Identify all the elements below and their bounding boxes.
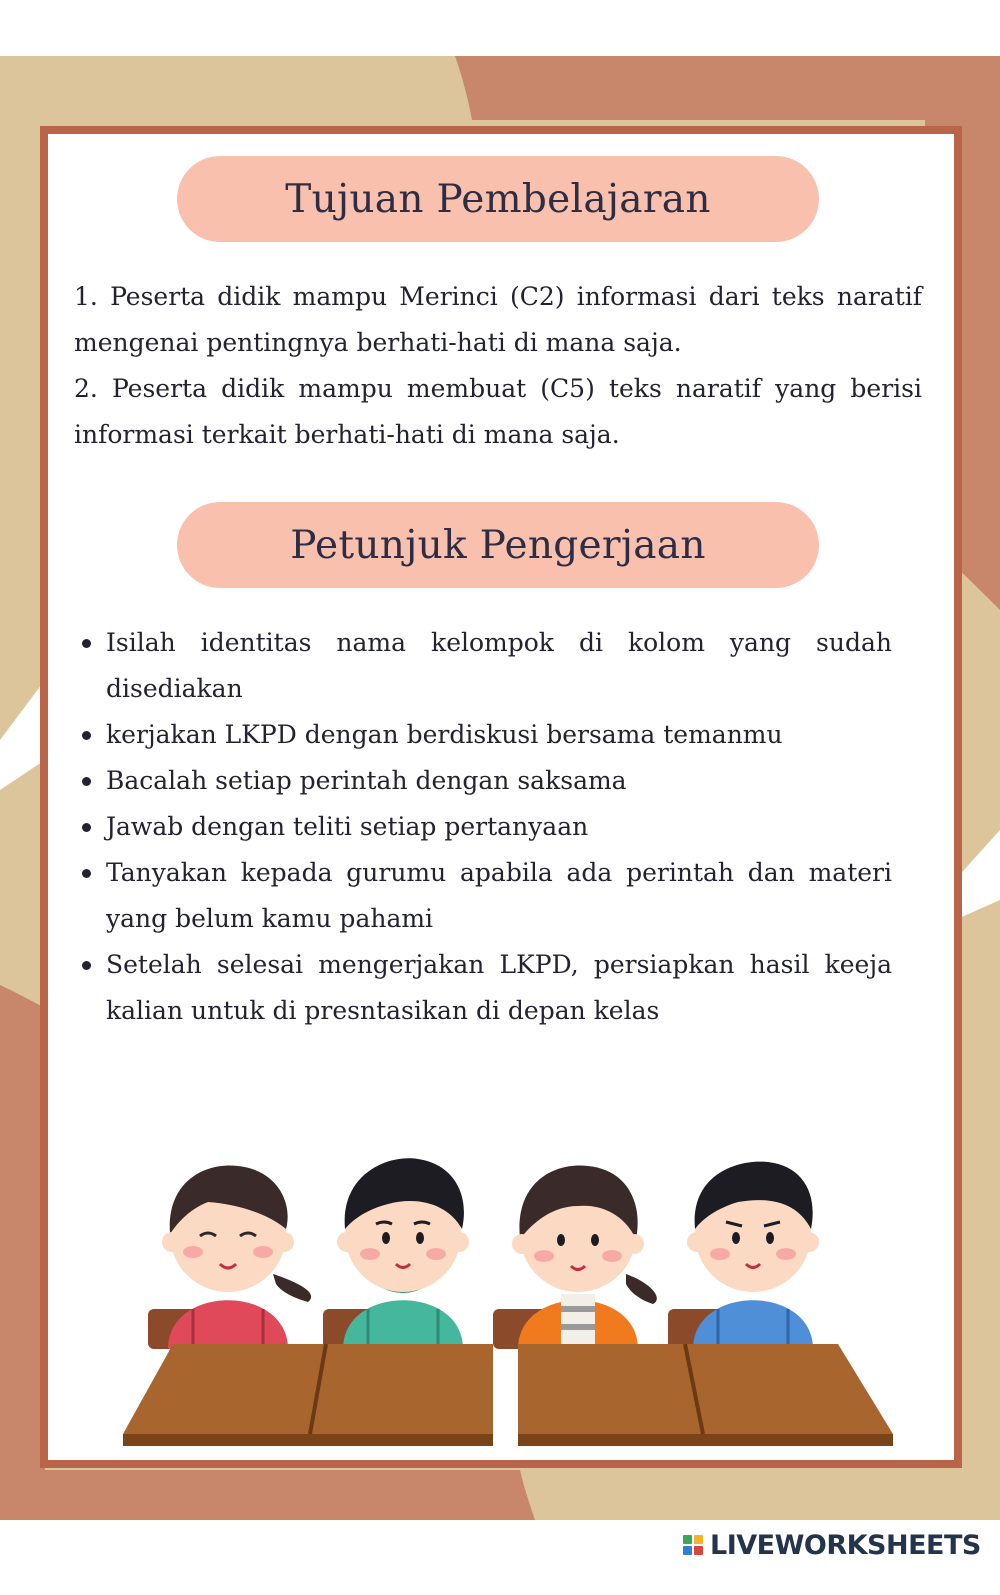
student-girl-red bbox=[162, 1165, 311, 1349]
instruction-item bbox=[76, 620, 892, 712]
bullet-icon bbox=[82, 731, 91, 740]
objective-item: 2. Peserta didik mampu membuat (C5) teks naratif yang berisi informasi terkait berhati-hati di mana saja. bbox=[74, 374, 922, 449]
liveworksheets-logo[interactable] bbox=[683, 1527, 981, 1563]
instruction-text: Bacalah setiap perintah dengan saksama bbox=[106, 766, 627, 795]
bullet-icon bbox=[82, 823, 91, 832]
instruction-item bbox=[76, 850, 892, 942]
instruction-item bbox=[76, 712, 892, 758]
student-boy-green bbox=[337, 1158, 469, 1349]
instructions-heading bbox=[177, 502, 819, 588]
objectives-heading-text: Tujuan Pembelajaran bbox=[285, 176, 711, 222]
instruction-item bbox=[76, 758, 892, 804]
content-card bbox=[40, 126, 962, 1468]
bullet-icon bbox=[82, 639, 91, 648]
objective-item: 1. Peserta didik mampu Merinci (C2) informasi dari teks naratif mengenai pentingnya berhati-hati di mana saja. bbox=[74, 282, 922, 357]
objectives-heading bbox=[177, 156, 819, 242]
students-at-desks-icon bbox=[78, 1134, 898, 1454]
desk-left bbox=[123, 1344, 493, 1446]
desk-right bbox=[518, 1344, 893, 1446]
instruction-text: Setelah selesai mengerjakan LKPD, persiapkan hasil keeja kalian untuk di presntasikan di depan kelas bbox=[106, 950, 892, 1025]
student-girl-orange bbox=[512, 1165, 657, 1349]
liveworksheets-logo-icon bbox=[683, 1535, 703, 1555]
liveworksheets-logo-text: LIVEWORKSHEETS bbox=[710, 1529, 981, 1561]
instructions-heading-text: Petunjuk Pengerjaan bbox=[290, 522, 706, 568]
instruction-item bbox=[76, 804, 892, 850]
instruction-text: Tanyakan kepada gurumu apabila ada perintah dan materi yang belum kamu pahami bbox=[106, 858, 892, 933]
objectives-list bbox=[74, 274, 922, 458]
student-boy-blue bbox=[687, 1162, 819, 1349]
instructions-list bbox=[76, 620, 892, 1034]
instruction-text: kerjakan LKPD dengan berdiskusi bersama temanmu bbox=[106, 720, 783, 749]
bullet-icon bbox=[82, 961, 91, 970]
instruction-text: Isilah identitas nama kelompok di kolom yang sudah disediakan bbox=[106, 628, 892, 703]
bullet-icon bbox=[82, 777, 91, 786]
instruction-text: Jawab dengan teliti setiap pertanyaan bbox=[106, 812, 589, 841]
bullet-icon bbox=[82, 869, 91, 878]
instruction-item bbox=[76, 942, 892, 1034]
